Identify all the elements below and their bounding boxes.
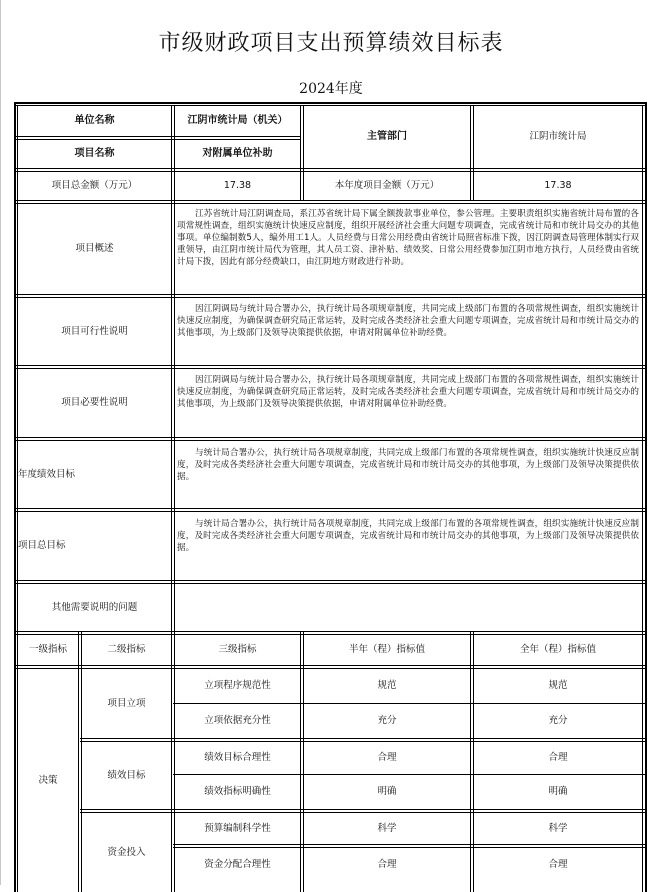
level2-project-setup: 项目立项 xyxy=(107,697,146,709)
overall-goal-label: 项目总目标 xyxy=(18,540,66,552)
indicator-row-full: 规范 xyxy=(548,680,568,692)
project-name-label: 项目名称 xyxy=(74,148,115,159)
year-amount-value: 17.38 xyxy=(544,180,572,192)
level2-funding: 资金投入 xyxy=(107,846,146,858)
indicator-row-full: 科学 xyxy=(548,822,568,834)
unit-name-value: 江阴市统计局（机关） xyxy=(187,115,288,126)
overview-text: 江苏省统计局江阴调查局，系江苏省统计局下属全额拨款事业单位，参公管理。主要职责组织实施省统计局布置的各项常规性调查，组织实施统计快速反应制度，组织开展经济社会重大问题专项调查，完成省统计局和市统计局交办的其他事项。单位编制数5人，编外用工1人。人员经费与日常公用经费由省统计局照省标准下拨，因江阴调查局管理体制实行双重领导，由江阴市统计局代为管理，其人员工资、津补贴、绩效奖、日常公用经费参加江阴市地方执行，人员经费由省统计局下拨，因此有部分经费缺口，由江阴地方财政进行补助。 xyxy=(177,209,639,267)
level1-decision: 决策 xyxy=(38,774,58,786)
indicator-row-level3: 资金分配合理性 xyxy=(204,859,271,871)
header-level1: 一级指标 xyxy=(28,644,67,656)
necessity-label: 项目必要性说明 xyxy=(61,397,128,409)
year-amount-label: 本年度项目金额（万元） xyxy=(334,180,440,192)
necessity-text: 因江阴调局与统计局合署办公，执行统计局各项规章制度，共同完成上级部门布置的各项常规性调查，组织实施统计快速反应制度，为确保调查研究局正常运转，及时完成各类经济社会重大问题专项调查，完成省统计局和市统计局交办的其他事项，为上级部门及领导决策提供依据，申请对附属单位补助经费。 xyxy=(177,375,639,409)
overview-label: 项目概述 xyxy=(75,243,114,255)
other-issues-label: 其他需要说明的问题 xyxy=(51,601,138,613)
indicator-row-level3: 绩效指标明确性 xyxy=(204,786,271,798)
page-title: 市级财政项目支出预算绩效目标表 xyxy=(158,31,504,56)
indicator-row-level3: 预算编制科学性 xyxy=(204,822,271,834)
header-level2: 二级指标 xyxy=(107,644,146,656)
project-name-value: 对附属单位补助 xyxy=(202,148,273,159)
header-level3: 三级指标 xyxy=(218,644,257,656)
indicator-row-full: 明确 xyxy=(548,786,568,798)
header-half-year: 半年（程）指标值 xyxy=(348,644,425,656)
feasibility-label: 项目可行性说明 xyxy=(61,325,128,337)
indicator-row-level3: 立项程序规范性 xyxy=(204,680,271,692)
indicator-row-level3: 立项依据充分性 xyxy=(204,715,271,727)
dept-label: 主管部门 xyxy=(367,131,407,142)
dept-value: 江阴市统计局 xyxy=(529,131,587,143)
indicator-row-half: 科学 xyxy=(377,822,397,834)
feasibility-text: 因江阴调局与统计局合署办公，执行统计局各项规章制度，共同完成上级部门布置的各项常规性调查，组织实施统计快速反应制度，为确保调查研究局正常运转，及时完成各类经济社会重大问题专项调查，完成省统计局和市统计局交办的其他事项，为上级部门及领导决策提供依据，申请对附属单位补助经费。 xyxy=(177,304,639,338)
indicator-row-half: 合理 xyxy=(377,752,397,764)
year-label: 2024年度 xyxy=(299,81,363,97)
other-issues-value xyxy=(175,584,642,631)
page-edge xyxy=(0,0,1,885)
unit-name-label: 单位名称 xyxy=(74,115,115,126)
header-full-year: 全年（程）指标值 xyxy=(519,644,596,656)
total-amount-value: 17.38 xyxy=(223,180,252,192)
indicator-row-full: 合理 xyxy=(548,752,568,764)
performance-table xyxy=(14,102,647,892)
indicator-row-half: 规范 xyxy=(377,680,397,692)
indicator-row-half: 充分 xyxy=(377,715,397,727)
indicator-row-half: 明确 xyxy=(377,786,397,798)
level2-performance-goal: 绩效目标 xyxy=(107,769,146,781)
indicator-row-level3: 绩效目标合理性 xyxy=(204,752,271,764)
indicator-row-full: 合理 xyxy=(548,859,568,871)
total-amount-label: 项目总金额（万元） xyxy=(51,180,138,192)
overall-goal-text: 与统计局合署办公，执行统计局各项规章制度，共同完成上级部门布置的各项常规性调查，组织实施统计快速反应制度，及时完成各类经济社会重大问题专项调查，完成省统计局和市统计局交办的其他事项，为上级部门及领导决策提供依据。 xyxy=(177,519,639,553)
annual-goal-label: 年度绩效目标 xyxy=(18,468,76,480)
annual-goal-text: 与统计局合署办公，执行统计局各项规章制度，共同完成上级部门布置的各项常规性调查，组织实施统计快速反应制度，及时完成各类经济社会重大问题专项调查，完成省统计局和市统计局交办的其他事项，为上级部门及领导决策提供依据。 xyxy=(177,448,639,482)
indicator-row-full: 充分 xyxy=(548,715,568,727)
indicator-row-half: 合理 xyxy=(377,859,397,871)
